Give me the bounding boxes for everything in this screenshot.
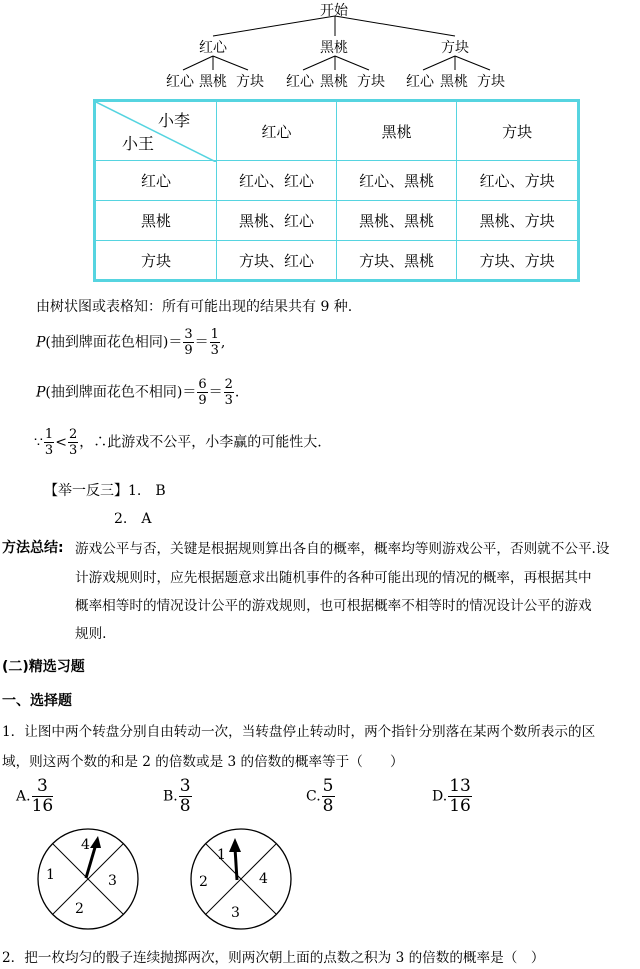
solution-summary: 由树状图或表格知：所有可能出现的结果共有 9 种. bbox=[36, 299, 353, 315]
question-1-line: 1．让图中两个转盘分别自由转动一次，当转盘停止转动时，两个指针分别落在某两个数所表示的区 bbox=[2, 724, 596, 740]
method-line: 概率相等时的情况设计公平的游戏规则，也可根据概率不相等时的情况设计公平的游戏 bbox=[75, 598, 592, 614]
spinner-2-sector-top: 1 bbox=[217, 847, 226, 863]
col-header: 黑桃 bbox=[337, 101, 457, 161]
table-cell: 黑桃、红心 bbox=[217, 201, 337, 241]
probability-different: P(抽到牌面花色不相同)＝ $\frac{6}{9}$ ＝ $\frac{2}{3}$ . bbox=[36, 377, 240, 408]
tree-level1-spades: 黑桃 bbox=[320, 40, 348, 56]
spinner-2-sector-bottom: 3 bbox=[231, 905, 240, 921]
conclusion-line: ∵ $\frac{1}{3}$ < $\frac{2}{3}$ ，∴此游戏不公平，小李赢的可能性大. bbox=[34, 427, 322, 458]
spinner-1-sector-left: 1 bbox=[46, 867, 55, 883]
spinner-1-sector-bottom: 2 bbox=[75, 901, 84, 917]
spinner-2 bbox=[183, 826, 299, 932]
col-header: 方块 bbox=[457, 101, 579, 161]
tree-leaf: 方块 bbox=[236, 74, 264, 90]
tree-leaf: 方块 bbox=[357, 74, 385, 90]
table-cell: 红心、方块 bbox=[457, 161, 579, 201]
row-header: 黑桃 bbox=[95, 201, 217, 241]
table-cell: 方块、黑桃 bbox=[337, 241, 457, 281]
question-2-line: 2．把一枚均匀的骰子连续抛掷两次，则两次朝上面的点数之积为 3 的倍数的概率是（ ） bbox=[2, 950, 545, 966]
tree-leaf: 红心 bbox=[406, 74, 434, 90]
question-1-line: 域，则这两个数的和是 2 的倍数或是 3 的倍数的概率等于（ ） bbox=[2, 754, 404, 770]
method-line: 计游戏规则时，应先根据题意求出随机事件的各种可能出现的情况的概率，再根据其中 bbox=[75, 570, 592, 586]
tree-leaf: 黑桃 bbox=[199, 74, 227, 90]
method-line: 规则. bbox=[75, 626, 107, 642]
spinner-2-sector-right: 4 bbox=[259, 871, 268, 887]
method-line: 游戏公平与否，关键是根据规则算出各自的概率，概率均等则游戏公平，否则就不公平.设 bbox=[75, 541, 610, 557]
tree-level1-diamonds: 方块 bbox=[441, 40, 469, 56]
table-corner bbox=[95, 101, 217, 161]
spinner-2-sector-left: 2 bbox=[199, 874, 208, 890]
table-cell: 方块、方块 bbox=[457, 241, 579, 281]
row-header: 方块 bbox=[95, 241, 217, 281]
tree-level1-hearts: 红心 bbox=[199, 40, 227, 56]
option-c[interactable]: C. $\frac{5}{8}$ bbox=[306, 776, 334, 816]
table-cell: 红心、黑桃 bbox=[337, 161, 457, 201]
col-header: 红心 bbox=[217, 101, 337, 161]
method-title: 方法总结: bbox=[2, 540, 64, 556]
tree-leaf: 红心 bbox=[286, 74, 314, 90]
table-cell: 黑桃、黑桃 bbox=[337, 201, 457, 241]
followup-answer-2: 2. A bbox=[114, 511, 152, 527]
tree-leaf: 黑桃 bbox=[320, 74, 348, 90]
row-header: 红心 bbox=[95, 161, 217, 201]
outcome-table bbox=[93, 99, 580, 282]
table-cell: 红心、红心 bbox=[217, 161, 337, 201]
tree-leaf: 方块 bbox=[477, 74, 505, 90]
spinner-1-sector-right: 3 bbox=[108, 873, 117, 889]
option-d[interactable]: D. $\frac{13}{16}$ bbox=[432, 776, 471, 816]
table-cell: 黑桃、方块 bbox=[457, 201, 579, 241]
section-heading: (二)精选习题 bbox=[2, 659, 85, 675]
spinner-1 bbox=[30, 826, 146, 932]
spinner-1-sector-top: 4 bbox=[81, 837, 90, 853]
tree-root: 开始 bbox=[320, 3, 348, 19]
followup-label: 【举一反三】1. B bbox=[44, 483, 166, 499]
option-b[interactable]: B. $\frac{3}{8}$ bbox=[163, 776, 191, 816]
tree-leaf: 黑桃 bbox=[440, 74, 468, 90]
section-subheading: 一、选择题 bbox=[2, 693, 72, 709]
tree-leaf: 红心 bbox=[166, 74, 194, 90]
corner-bottom-label: 小王 bbox=[122, 134, 155, 153]
corner-top-label: 小李 bbox=[157, 111, 190, 130]
table-cell: 方块、红心 bbox=[217, 241, 337, 281]
probability-same: P(抽到牌面花色相同)＝ $\frac{3}{9}$ ＝ $\frac{1}{3}$ , bbox=[36, 327, 226, 358]
option-a[interactable]: A. $\frac{3}{16}$ bbox=[16, 776, 54, 816]
